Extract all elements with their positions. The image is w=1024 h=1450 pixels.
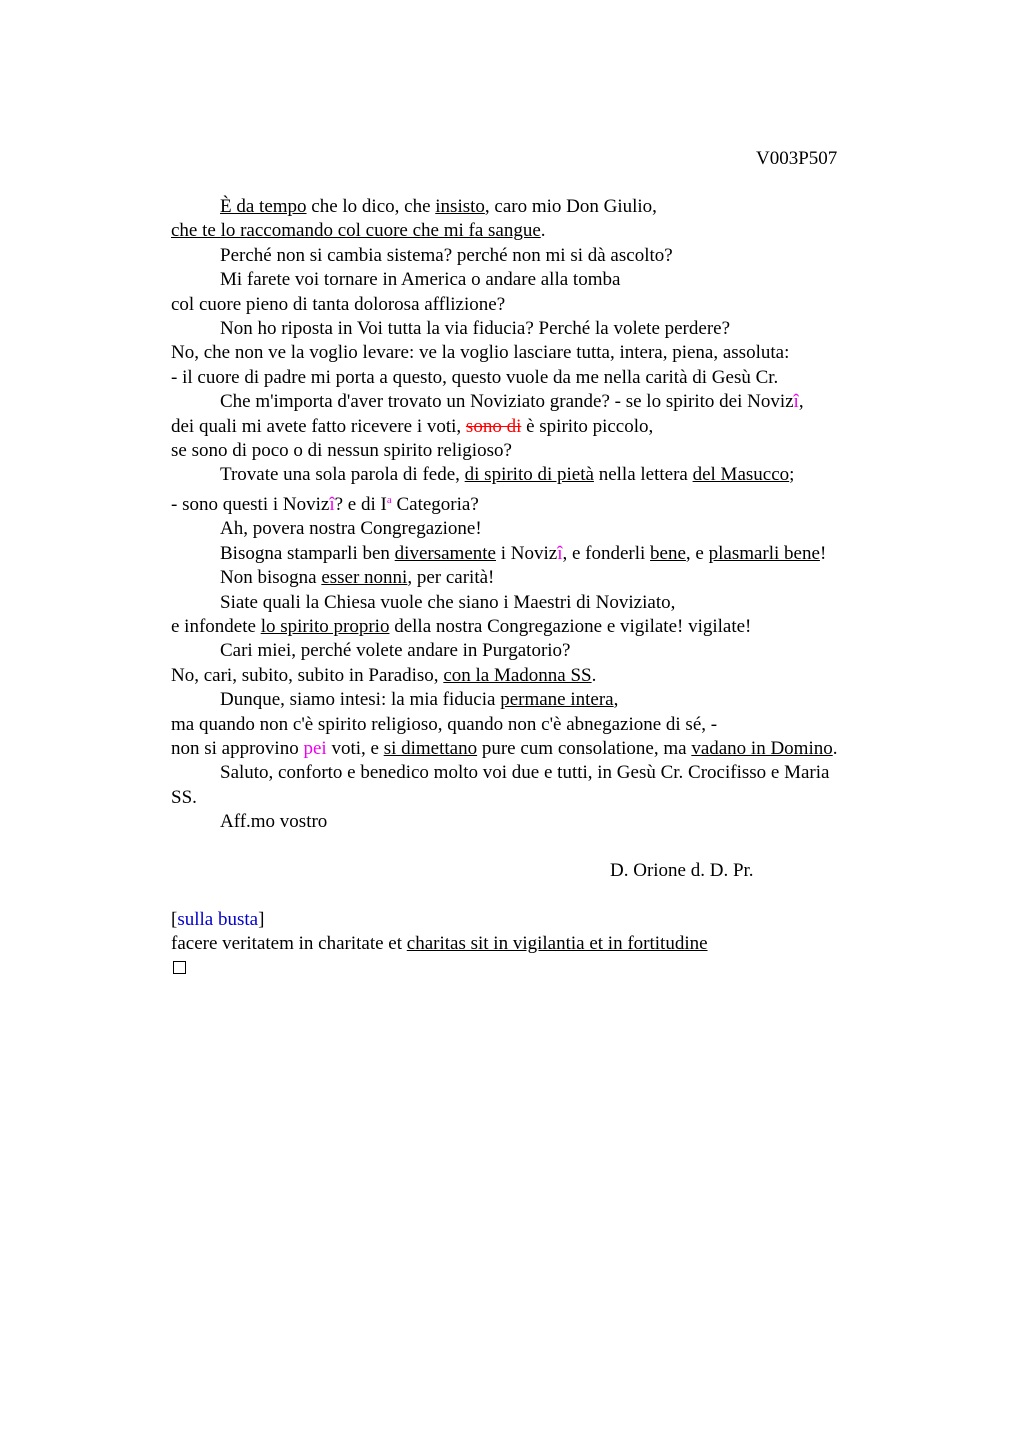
text: Non bisogna (220, 567, 322, 589)
text: dei quali mi avete fatto ricevere i voti, (171, 415, 466, 437)
underlined-text: insisto (435, 196, 485, 217)
blank-line (171, 835, 891, 859)
text: - sono questi i Noviz (171, 493, 330, 515)
text: ? e di I (334, 493, 387, 515)
letter-line (171, 566, 891, 590)
underlined-text: di spirito di pietà (464, 464, 594, 486)
text: facere veritatem in charitate et (171, 933, 407, 955)
letter-line (171, 488, 891, 517)
text: e infondete (171, 615, 261, 637)
letter-line (171, 615, 891, 639)
underlined-text: si dimettano (383, 737, 478, 759)
envelope-text-line (171, 932, 891, 956)
letter-line: Non ho riposta in Voi tutta la via fiducia? Perché la volete perdere? (220, 318, 731, 340)
underlined-text: diversamente (394, 542, 496, 564)
editor-mark: î (557, 542, 563, 564)
text: Dunque, siamo intesi: la mia fiducia (220, 689, 501, 711)
text: No, cari, subito, subito in Paradiso, (171, 664, 444, 686)
letter-line (171, 542, 891, 566)
underlined-text: È da tempo (220, 196, 307, 217)
letter-line: Cari miei, perché volete andare in Purgatorio? (220, 640, 571, 662)
end-box-icon (173, 961, 186, 974)
letter-line (171, 415, 891, 439)
text: , e fonderli (562, 542, 651, 564)
text: , e (685, 542, 709, 564)
letter-line: Ah, povera nostra Congregazione! (220, 518, 482, 540)
letter-line (171, 664, 891, 688)
underlined-text: che te lo raccomando col cuore che mi fa sangue (171, 220, 541, 242)
text: . (832, 737, 838, 759)
underlined-text: con la Madonna SS (443, 664, 592, 686)
editor-mark: î (793, 391, 799, 413)
underlined-text: charitas sit in vigilantia et in fortitudine (406, 933, 708, 955)
underlined-text: esser nonni (321, 567, 408, 589)
text: nella lettera (593, 464, 693, 486)
text: Che m'importa d'aver trovato un Noviziato grande? - se lo spirito dei Noviz (220, 391, 794, 413)
text: che lo dico, che (306, 196, 436, 217)
text: Trovate una sola parola di fede, (220, 464, 465, 486)
underlined-text: vadano in Domino (691, 737, 833, 759)
letter-line: No, che non ve la voglio levare: ve la voglio lasciare tutta, intera, piena, assoluta: (171, 342, 790, 364)
envelope-label-line (171, 908, 891, 932)
letter-line: Perché non si cambia sistema? perché non mi si dà ascolto? (220, 244, 673, 266)
letter-line (171, 688, 891, 712)
editor-mark: pei (303, 737, 327, 759)
letter-line (171, 195, 891, 219)
letter-line: col cuore pieno di tanta dolorosa afflizione? (171, 293, 506, 315)
signature: D. Orione d. D. Pr. (610, 859, 754, 881)
deleted-text: sono di (465, 415, 522, 437)
letter-line: se sono di poco o di nessun spirito religioso? (171, 440, 512, 462)
underlined-text: lo spirito proprio (260, 615, 390, 637)
text: della nostra Congregazione e vigilate! vigilate! (389, 615, 752, 637)
text: . (540, 220, 546, 242)
bracket: [ (171, 908, 178, 930)
text: i Noviz (495, 542, 558, 564)
closing-line: Aff.mo vostro (220, 811, 328, 833)
letter-line (171, 219, 891, 243)
letter-line: SS. (171, 786, 197, 808)
letter-body (171, 195, 891, 981)
blank-line (171, 883, 891, 907)
text: Categoria? (391, 493, 479, 515)
text: voti, e (326, 737, 384, 759)
envelope-label: sulla busta (177, 908, 259, 930)
text: ! (819, 542, 827, 564)
letter-line: Siate quali la Chiesa vuole che siano i Maestri di Noviziato, (220, 591, 676, 613)
text: , (613, 689, 619, 711)
text: è spirito piccolo, (521, 415, 654, 437)
text: , caro mio Don Giulio, (484, 196, 657, 217)
superscript: a (386, 493, 392, 506)
letter-line (171, 390, 891, 414)
underlined-text: del Masucco (692, 464, 790, 486)
letter-line: - il cuore di padre mi porta a questo, questo vuole da me nella carità di Gesù Cr. (171, 366, 779, 388)
text: ; (789, 464, 795, 486)
page-id: V003P507 (756, 148, 838, 169)
letter-line: ma quando non c'è spirito religioso, quando non c'è abnegazione di sé, - (171, 713, 718, 735)
text: pure cum consolatione, ma (477, 737, 692, 759)
end-marker-line (171, 957, 891, 981)
text: . (591, 664, 597, 686)
letter-line: Saluto, conforto e benedico molto voi due e tutti, in Gesù Cr. Crocifisso e Maria (220, 762, 830, 784)
bracket: ] (258, 908, 265, 930)
text: Bisogna stamparli ben (220, 542, 395, 564)
text: , (798, 391, 804, 413)
text: , per carità! (407, 567, 495, 589)
text: non si approvino (171, 737, 304, 759)
letter-line (171, 737, 891, 761)
letter-line (171, 463, 891, 487)
letter-line: Mi farete voi tornare in America o andare alla tomba (220, 269, 621, 291)
underlined-text: plasmarli bene (708, 542, 820, 564)
underlined-text: bene (650, 542, 686, 564)
editor-mark: î (329, 493, 335, 515)
underlined-text: permane intera (500, 689, 614, 711)
